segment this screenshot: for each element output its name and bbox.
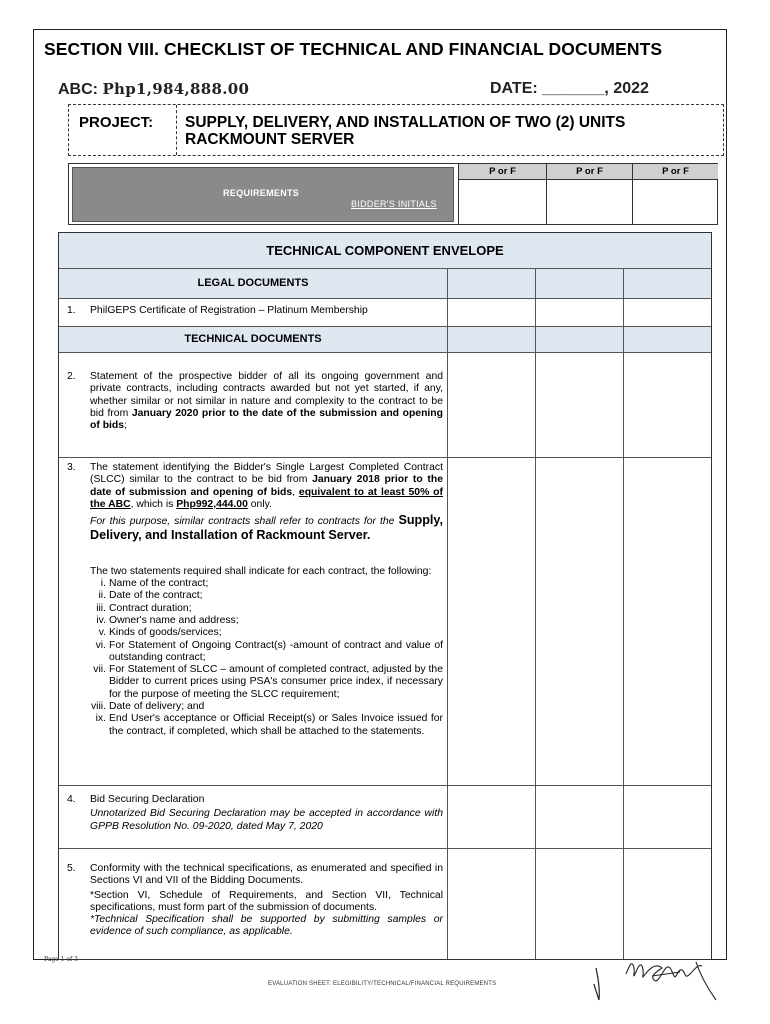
item-5-note-1: *Section VI, Schedule of Requirements, and Section VII, Technical specifications, must form part of the submission of documents. [90,889,443,913]
list-item-number: vi. [95,639,106,651]
list-item [90,603,443,615]
item-3-text: The statement identifying the Bidder's Single Largest Completed Contract (SLCC) similar to the contract to be bid from January 2018 prior to the date of submission and opening of bids, equivalent to at least 50% of the ABC, which is Php992,444.00 only. [90,462,444,510]
abc-label: ABC: [58,81,103,98]
item-3-list [90,578,443,738]
legal-title: LEGAL DOCUMENTS [197,277,309,289]
pf-column-1 [458,164,546,224]
item-5-note-2: *Technical Specification shall be supported by submitting samples or evidence of such compliance, as applicable. [90,914,443,938]
date-line: DATE: _______, 2022 [490,80,649,97]
pf-divider-2 [535,269,536,959]
technical-title: TECHNICAL DOCUMENTS [184,333,322,345]
list-item [90,701,443,713]
item-4-number: 4. [67,794,76,805]
requirements-cell [72,167,454,222]
item-3-intro: The two statements required shall indicate for each contract, the following: [90,565,432,577]
list-item-number: viii. [90,701,106,713]
item-1-number: 1. [67,305,76,316]
section-title: SECTION VIII. CHECKLIST OF TECHNICAL AND FINANCIAL DOCUMENTS [44,39,663,59]
item-3-number: 3. [67,462,76,473]
item-2-text: Statement of the prospective bidder of all its ongoing government and private contracts, including contracts awarded but not yet started, if any, whether similar or not similar in nature and complexity to the contract to be bid from January 2020 prior to the date of the submission and opening of bids; [90,371,443,432]
item-5 [67,863,443,939]
pf-label-3: P or F [633,164,718,180]
list-item-number: ix. [95,713,106,725]
technical-component-table [58,232,712,960]
list-item-text: For Statement of SLCC – amount of completed contract, adjusted by the Bidder to current prices using PSA's consumer price index, if necessary for the purpose of meeting the SLCC requirement; [109,664,443,700]
list-item [90,713,443,738]
list-item-number: ii. [98,590,106,602]
list-item-number: v. [98,627,106,639]
project-value: SUPPLY, DELIVERY, AND INSTALLATION OF TWO (2) UNITS RACKMOUNT SERVER [185,114,626,148]
item-2 [67,371,443,432]
list-item-number: vii. [93,664,106,676]
list-item [90,640,443,665]
component-title: TECHNICAL COMPONENT ENVELOPE [59,233,711,269]
item-1-text: PhilGEPS Certificate of Registration – Platinum Membership [90,305,368,316]
list-item-text: End User's acceptance or Official Receipt(s) or Sales Invoice issued for the contract, if completed, which shall be attached to the statements. [109,713,443,737]
list-item-text: Owner's name and address; [109,614,239,626]
list-item-text: Date of the contract; [109,590,203,602]
requirements-header [68,163,718,225]
item-3-purpose: For this purpose, similar contracts shall refer to contracts for the Supply, Delivery, and Installation of Rackmount Server. [90,513,443,543]
pf-label-2: P or F [547,164,632,180]
item-4 [67,794,443,833]
project-box [68,104,724,156]
signature-initials [592,950,722,1010]
list-item-text: Name of the contract; [109,578,209,590]
pf-column-2 [546,164,632,224]
list-item-text: Date of delivery; and [109,701,205,713]
requirements-title: REQUIREMENTS [223,188,300,198]
item-2-number: 2. [67,371,76,382]
list-item-text: Kinds of goods/services; [109,627,222,639]
item-5-text: Conformity with the technical specifications, as enumerated and specified in Sections VI and VII of the Bidding Documents. [90,863,443,887]
item-4-text: Bid Securing Declaration [90,794,205,805]
abc-line [58,80,249,99]
evaluation-sheet-label: EVALUATION SHEET: ELEGIBILITY/TECHNICAL/FINANCIAL REQUIREMENTS [268,981,497,987]
list-item [90,664,443,701]
list-item [90,627,443,639]
list-item-number: iv. [96,614,106,626]
list-item [90,590,443,602]
pf-column-3 [632,164,718,224]
page-number: Page 1 of 3 [44,956,78,963]
item-3 [67,462,443,738]
list-item-text: Contract duration; [109,602,192,614]
item-5-number: 5. [67,863,76,874]
list-item-number: iii. [96,602,106,614]
pf-divider-1 [447,269,448,959]
item-1 [67,305,443,317]
abc-value: Php1,984,888.00 [102,80,250,98]
list-item [90,578,443,590]
list-item [90,615,443,627]
project-label: PROJECT: [69,105,177,155]
pf-divider-3 [623,269,624,959]
item-4-note: Unnotarized Bid Securing Declaration may be accepted in accordance with GPPB Resolution No. 09-2020, dated May 7, 2020 [90,808,443,832]
list-item-number: i. [100,578,106,590]
pf-label-1: P or F [459,164,546,180]
bidders-initials-label: BIDDER'S INITIALS [351,199,437,209]
list-item-text: For Statement of Ongoing Contract(s) -amount of contract and value of outstanding contract; [109,639,443,663]
